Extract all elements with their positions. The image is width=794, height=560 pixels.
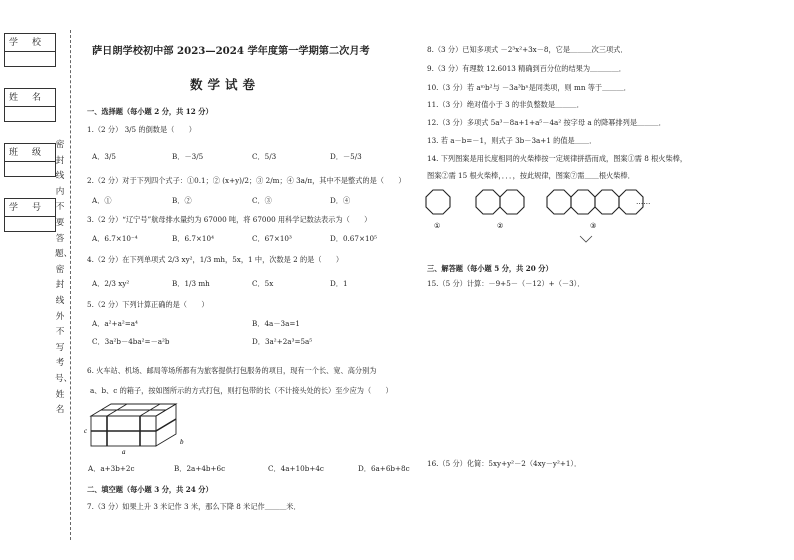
q1-option-a: A．3/5: [92, 152, 116, 161]
section3-heading: 三、解答题（每小题 5 分，共 20 分）: [427, 264, 553, 273]
octagon-fig1: [426, 190, 450, 214]
question-4: 4.（2 分）在下列单项式 2/3 xy²，1/3 mh，5x，1 中，次数是 2 的是（ ）: [87, 255, 344, 264]
school-field-box: [4, 33, 56, 67]
question-9: 9.（3 分）有理数 12.6013 精确到百分位的结果为＿＿＿＿．: [427, 64, 626, 73]
q1-option-b: B．－3/5: [172, 152, 204, 161]
box-label-c: c: [84, 427, 88, 435]
class-field-box: [4, 143, 56, 177]
figure-down-arrow: [580, 236, 592, 242]
q2-option-a: A．①: [92, 196, 112, 205]
question-5: 5.（2 分）下列计算正确的是（ ）: [87, 300, 209, 309]
matchstick-figures: [425, 188, 645, 248]
q3-option-c: C．67×10³: [252, 234, 292, 243]
q6-option-a: A．a+3b+2c: [88, 464, 135, 473]
figure-ellipsis: ……: [636, 197, 651, 206]
exam-title: 萨日朗学校初中部 2023—2024 学年度第一学期第二次月考: [92, 45, 370, 57]
question-15: 15.（5 分）计算：－9+5－（－12）+（－3）．: [427, 279, 585, 288]
package-box-figure: [86, 400, 186, 456]
seal-line-notice: 密封线内不要答题、密封线外不写考号、姓名: [55, 140, 73, 416]
school-label: 学校: [9, 38, 56, 48]
question-11: 11.（3 分）绝对值小于 3 的非负整数是＿＿＿．: [427, 100, 584, 109]
q1-option-c: C．5/3: [252, 152, 277, 161]
q6-option-c: C．4a+10b+4c: [268, 464, 324, 473]
question-16: 16.（5 分）化简：5xy+y²－2（4xy－y²+1）．: [427, 459, 582, 468]
question-6-line1: 6. 火车站、机场、邮局等场所都有为旅客提供打包服务的项目，现有一个长、宽、高分别为: [87, 366, 377, 375]
q2-option-d: D．④: [330, 196, 351, 205]
question-6-line2: a、b、c 的箱子，按如图所示的方式打包，则打包带的长（不计接头处的长）至少应为（ ）: [90, 386, 393, 395]
name-field-box: [4, 88, 56, 122]
q5-option-c: C．3a²b－4ba²=－a²b: [92, 337, 170, 346]
seal-line: [70, 30, 71, 540]
question-8: 8.（3 分）已知多项式 －2³x²+3x－8，它是＿＿＿次三项式．: [427, 45, 628, 54]
q3-option-b: B．6.7×10⁴: [172, 234, 214, 243]
figure-label-3: ③: [590, 222, 597, 230]
section1-heading: 一、选择题（每小题 2 分，共 12 分）: [87, 107, 213, 116]
section2-heading: 二、填空题（每小题 3 分，共 24 分）: [87, 485, 213, 494]
question-7: 7.（3 分）如果上升 3 米记作 3 米，那么下降 8 米记作＿＿＿米．: [87, 502, 301, 511]
exam-subtitle: 数学试卷: [190, 77, 261, 92]
question-12: 12.（3 分）多项式 5a³－8a+1+a⁵－4a² 按字母 a 的降幂排列是＿＿＿．: [427, 118, 666, 127]
question-14-line1: 14. 下列图案是用长度相同的火柴棒按一定规律拼搭而成，图案①需 8 根火柴棒，: [427, 154, 688, 163]
q5-option-b: B．4a－3a=1: [252, 319, 300, 328]
q5-option-d: D．3a²+2a³=5a⁵: [252, 337, 313, 346]
question-14-line2: 图案②需 15 根火柴棒，．．．，按此规律，图案⑦需＿＿根火柴棒．: [427, 171, 635, 180]
q3-option-d: D．0.67×10⁵: [330, 234, 378, 243]
figure-label-2: ②: [497, 222, 504, 230]
question-2: 2.（2 分）对于下列四个式子：①0.1；② (x+y)/2；③ 2/m；④ 3a/π，其中不是整式的是（ ）: [87, 176, 406, 185]
question-1: 1.（2 分） 3/5 的倒数是（ ）: [87, 125, 196, 134]
question-13: 13. 若 a－b=－1，则式子 3b－3a+1 的值是＿＿．: [427, 136, 597, 145]
q3-option-a: A．6.7×10⁻⁴: [92, 234, 138, 243]
q4-option-a: A．2/3 xy²: [92, 279, 130, 288]
q2-option-c: C．③: [252, 196, 272, 205]
q4-option-c: C．5x: [252, 279, 274, 288]
box-label-a: a: [122, 448, 126, 456]
q6-option-b: B．2a+4b+6c: [174, 464, 226, 473]
q4-option-d: D．1: [330, 279, 348, 288]
class-label: 班级: [9, 148, 56, 158]
question-3: 3.（2 分）“辽宁号”航母排水量约为 67000 吨，将 67000 用科学记数法表示为（ ）: [87, 215, 372, 224]
q2-option-b: B．②: [172, 196, 192, 205]
q4-option-b: B．1/3 mh: [172, 279, 210, 288]
name-label: 姓名: [9, 93, 56, 103]
number-label: 学号: [9, 203, 56, 213]
q5-option-a: A．a²+a²=a⁴: [92, 319, 138, 328]
number-field-box: [4, 198, 56, 232]
box-label-b: b: [180, 438, 184, 446]
q1-option-d: D．－5/3: [330, 152, 362, 161]
q6-option-d: D．6a+6b+8c: [358, 464, 410, 473]
figure-label-1: ①: [434, 222, 441, 230]
question-10: 10.（3 分）若 aᵐb²与 －3a³bⁿ是同类项，则 mn 等于＿＿＿．: [427, 83, 631, 92]
